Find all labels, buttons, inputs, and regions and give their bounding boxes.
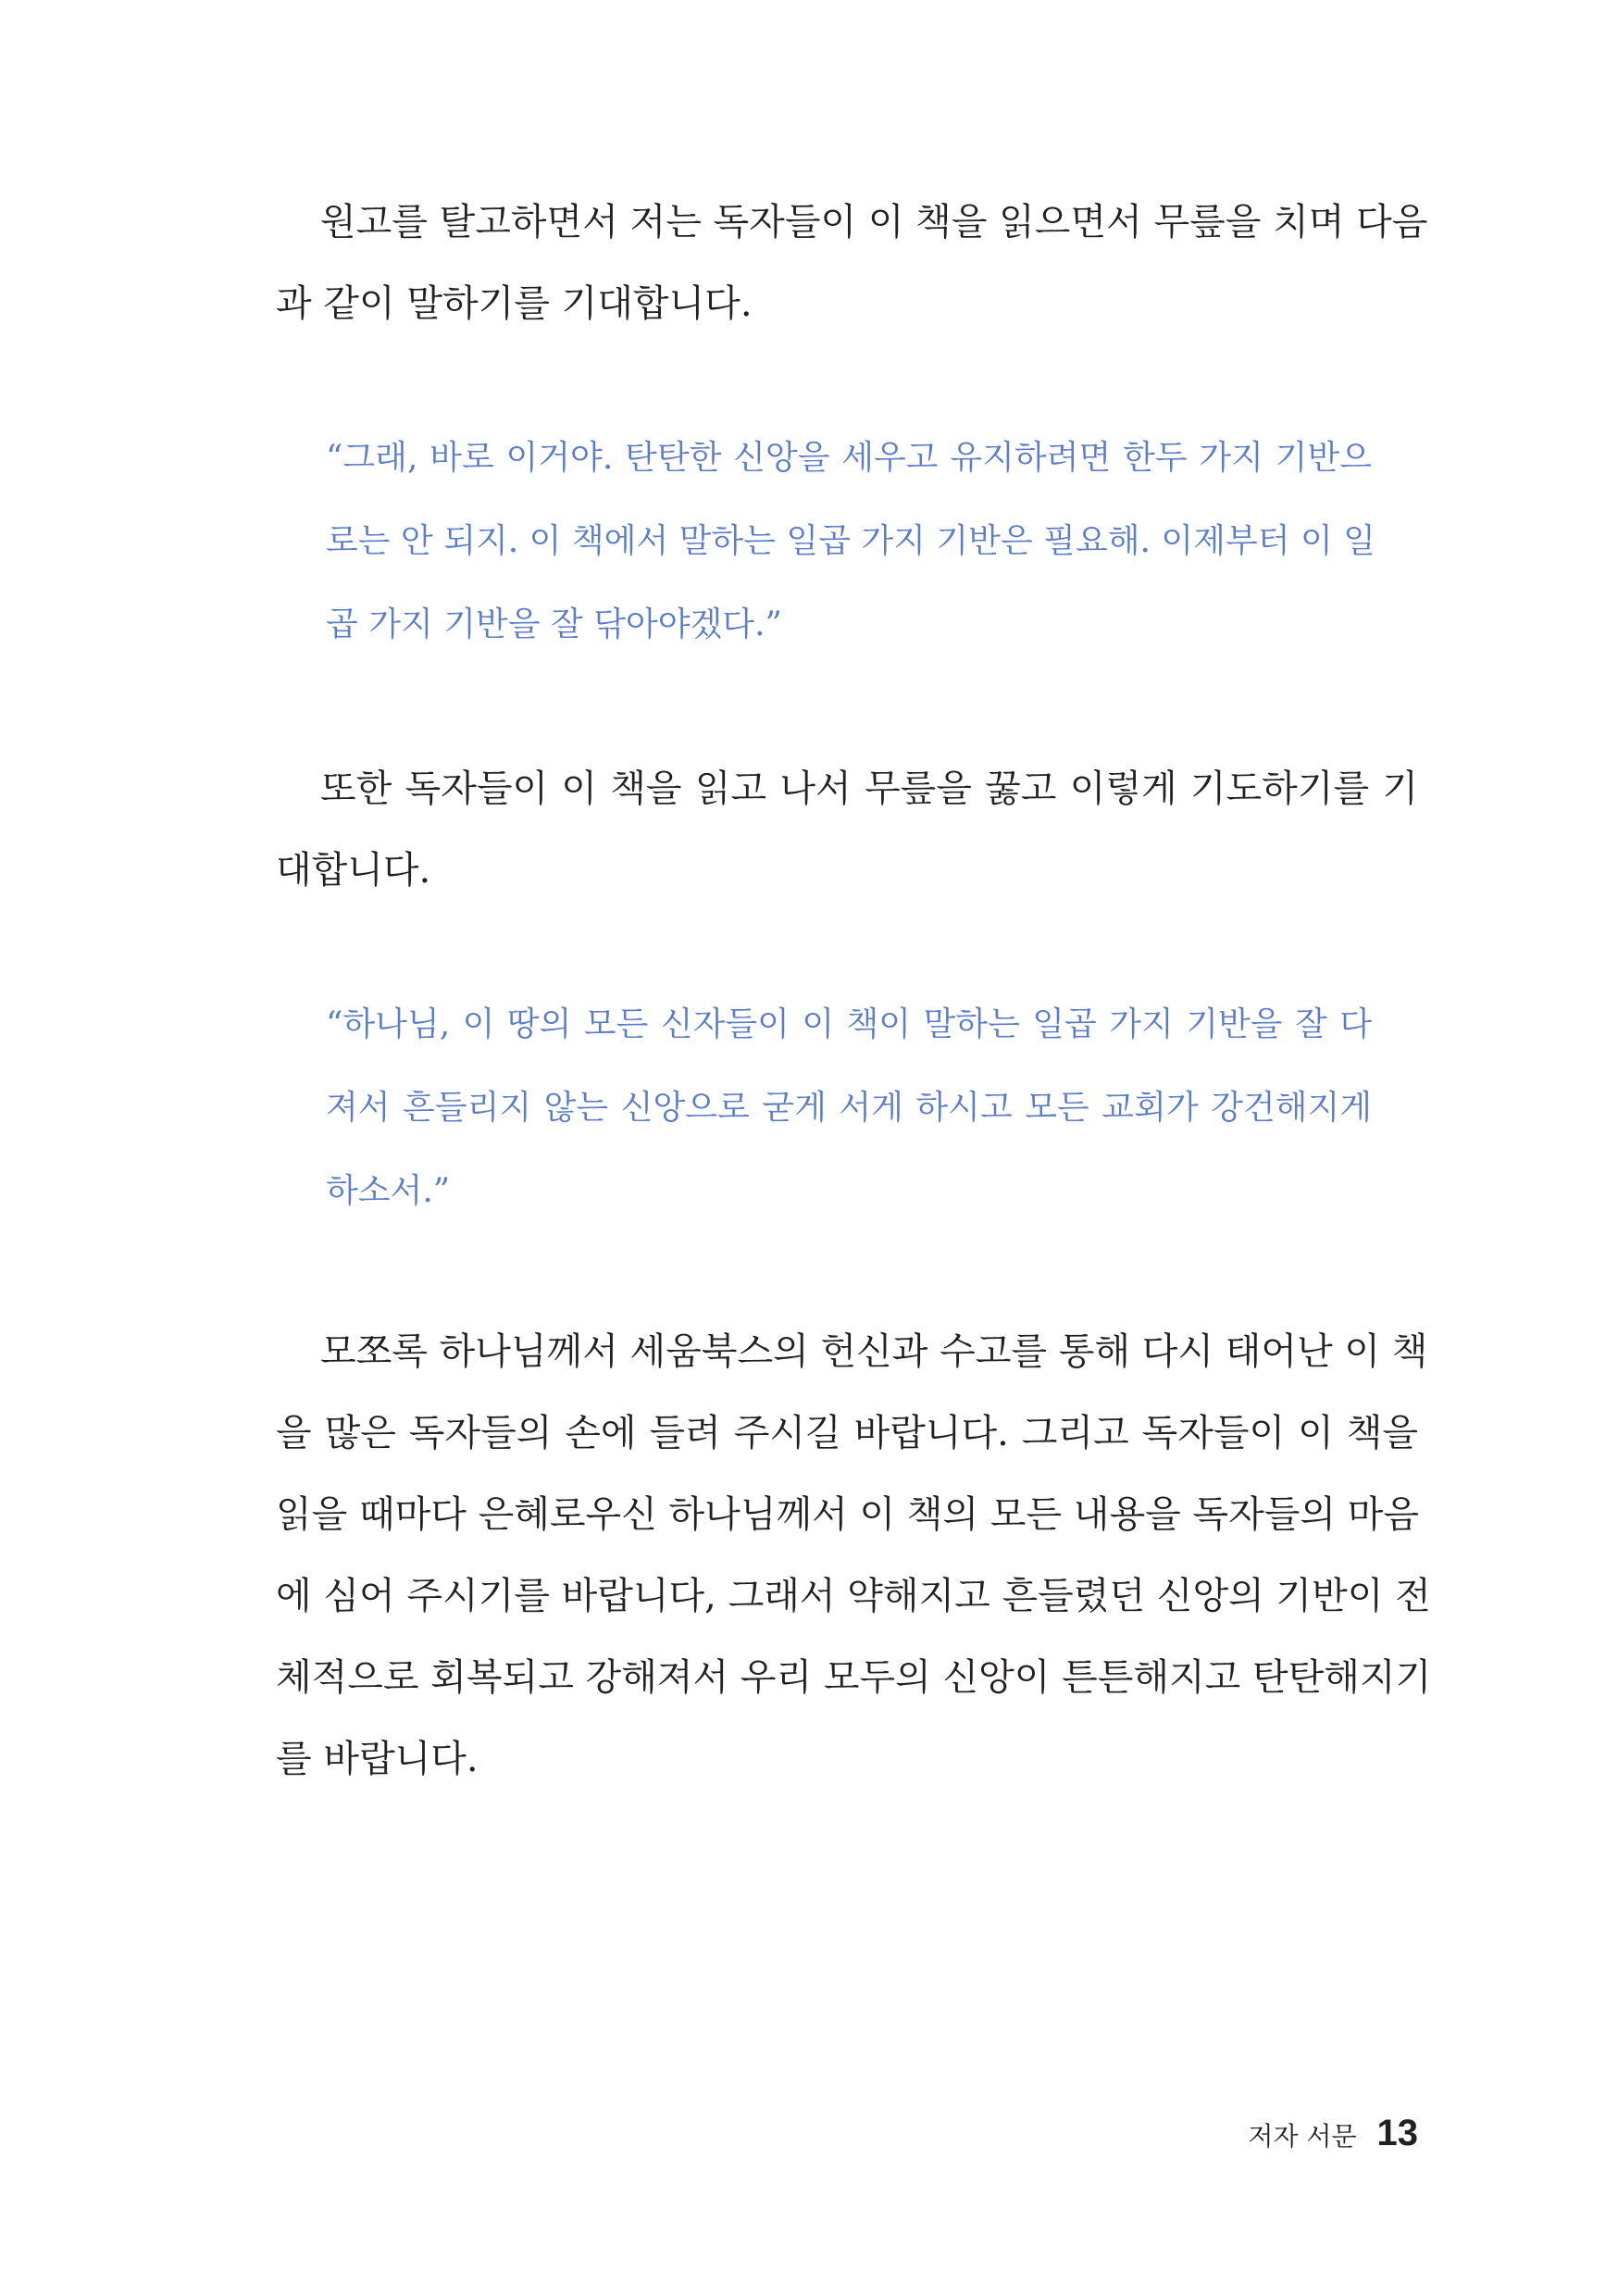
quote-line: “하나님, 이 땅의 모든 신자들이 이 책이 말하는 일곱 가지 기반을 잘 다 — [326, 1005, 1372, 1043]
page-footer — [1248, 2113, 1418, 2159]
quote-line: 져서 흔들리지 않는 신앙으로 굳게 서게 하시고 모든 교회가 강건해지게 — [326, 1089, 1372, 1127]
paragraph-line: 모쪼록 하나님께서 세움북스의 헌신과 수고를 통해 다시 태어난 이 책 — [320, 1330, 1428, 1373]
paragraph-line: 대합니다. — [276, 849, 431, 892]
paragraph-line: 체적으로 회복되고 강해져서 우리 모두의 신앙이 튼튼해지고 탄탄해지기 — [276, 1656, 1432, 1699]
paragraph-line: 읽을 때마다 은혜로우신 하나님께서 이 책의 모든 내용을 독자들의 마음 — [276, 1493, 1419, 1536]
running-footer-title: 저자 서문 — [1248, 2121, 1357, 2152]
paragraph-line: 을 많은 독자들의 손에 들려 주시길 바랍니다. 그리고 독자들이 이 책을 — [276, 1412, 1418, 1454]
paragraph-line: 를 바랍니다. — [276, 1738, 479, 1780]
paragraph-line: 에 심어 주시기를 바랍니다, 그래서 약해지고 흔들렸던 신앙의 기반이 전 — [276, 1575, 1431, 1617]
quote-line: 로는 안 되지. 이 책에서 말하는 일곱 가지 기반은 필요해. 이제부터 이 일 — [326, 522, 1375, 560]
paragraph-line: 과 같이 말하기를 기대합니다. — [276, 282, 753, 325]
quote-line: 곱 가지 기반을 잘 닦아야겠다.” — [326, 605, 782, 643]
paragraph-line: 원고를 탈고하면서 저는 독자들이 이 책을 읽으면서 무릎을 치며 다음 — [320, 201, 1428, 243]
quote-line: “그래, 바로 이거야. 탄탄한 신앙을 세우고 유지하려면 한두 가지 기반으 — [326, 439, 1372, 477]
quote-line: 하소서.” — [326, 1172, 451, 1210]
page-number: 13 — [1376, 2113, 1418, 2153]
paragraph-line: 또한 독자들이 이 책을 읽고 나서 무릎을 꿇고 이렇게 기도하기를 기 — [320, 767, 1418, 810]
